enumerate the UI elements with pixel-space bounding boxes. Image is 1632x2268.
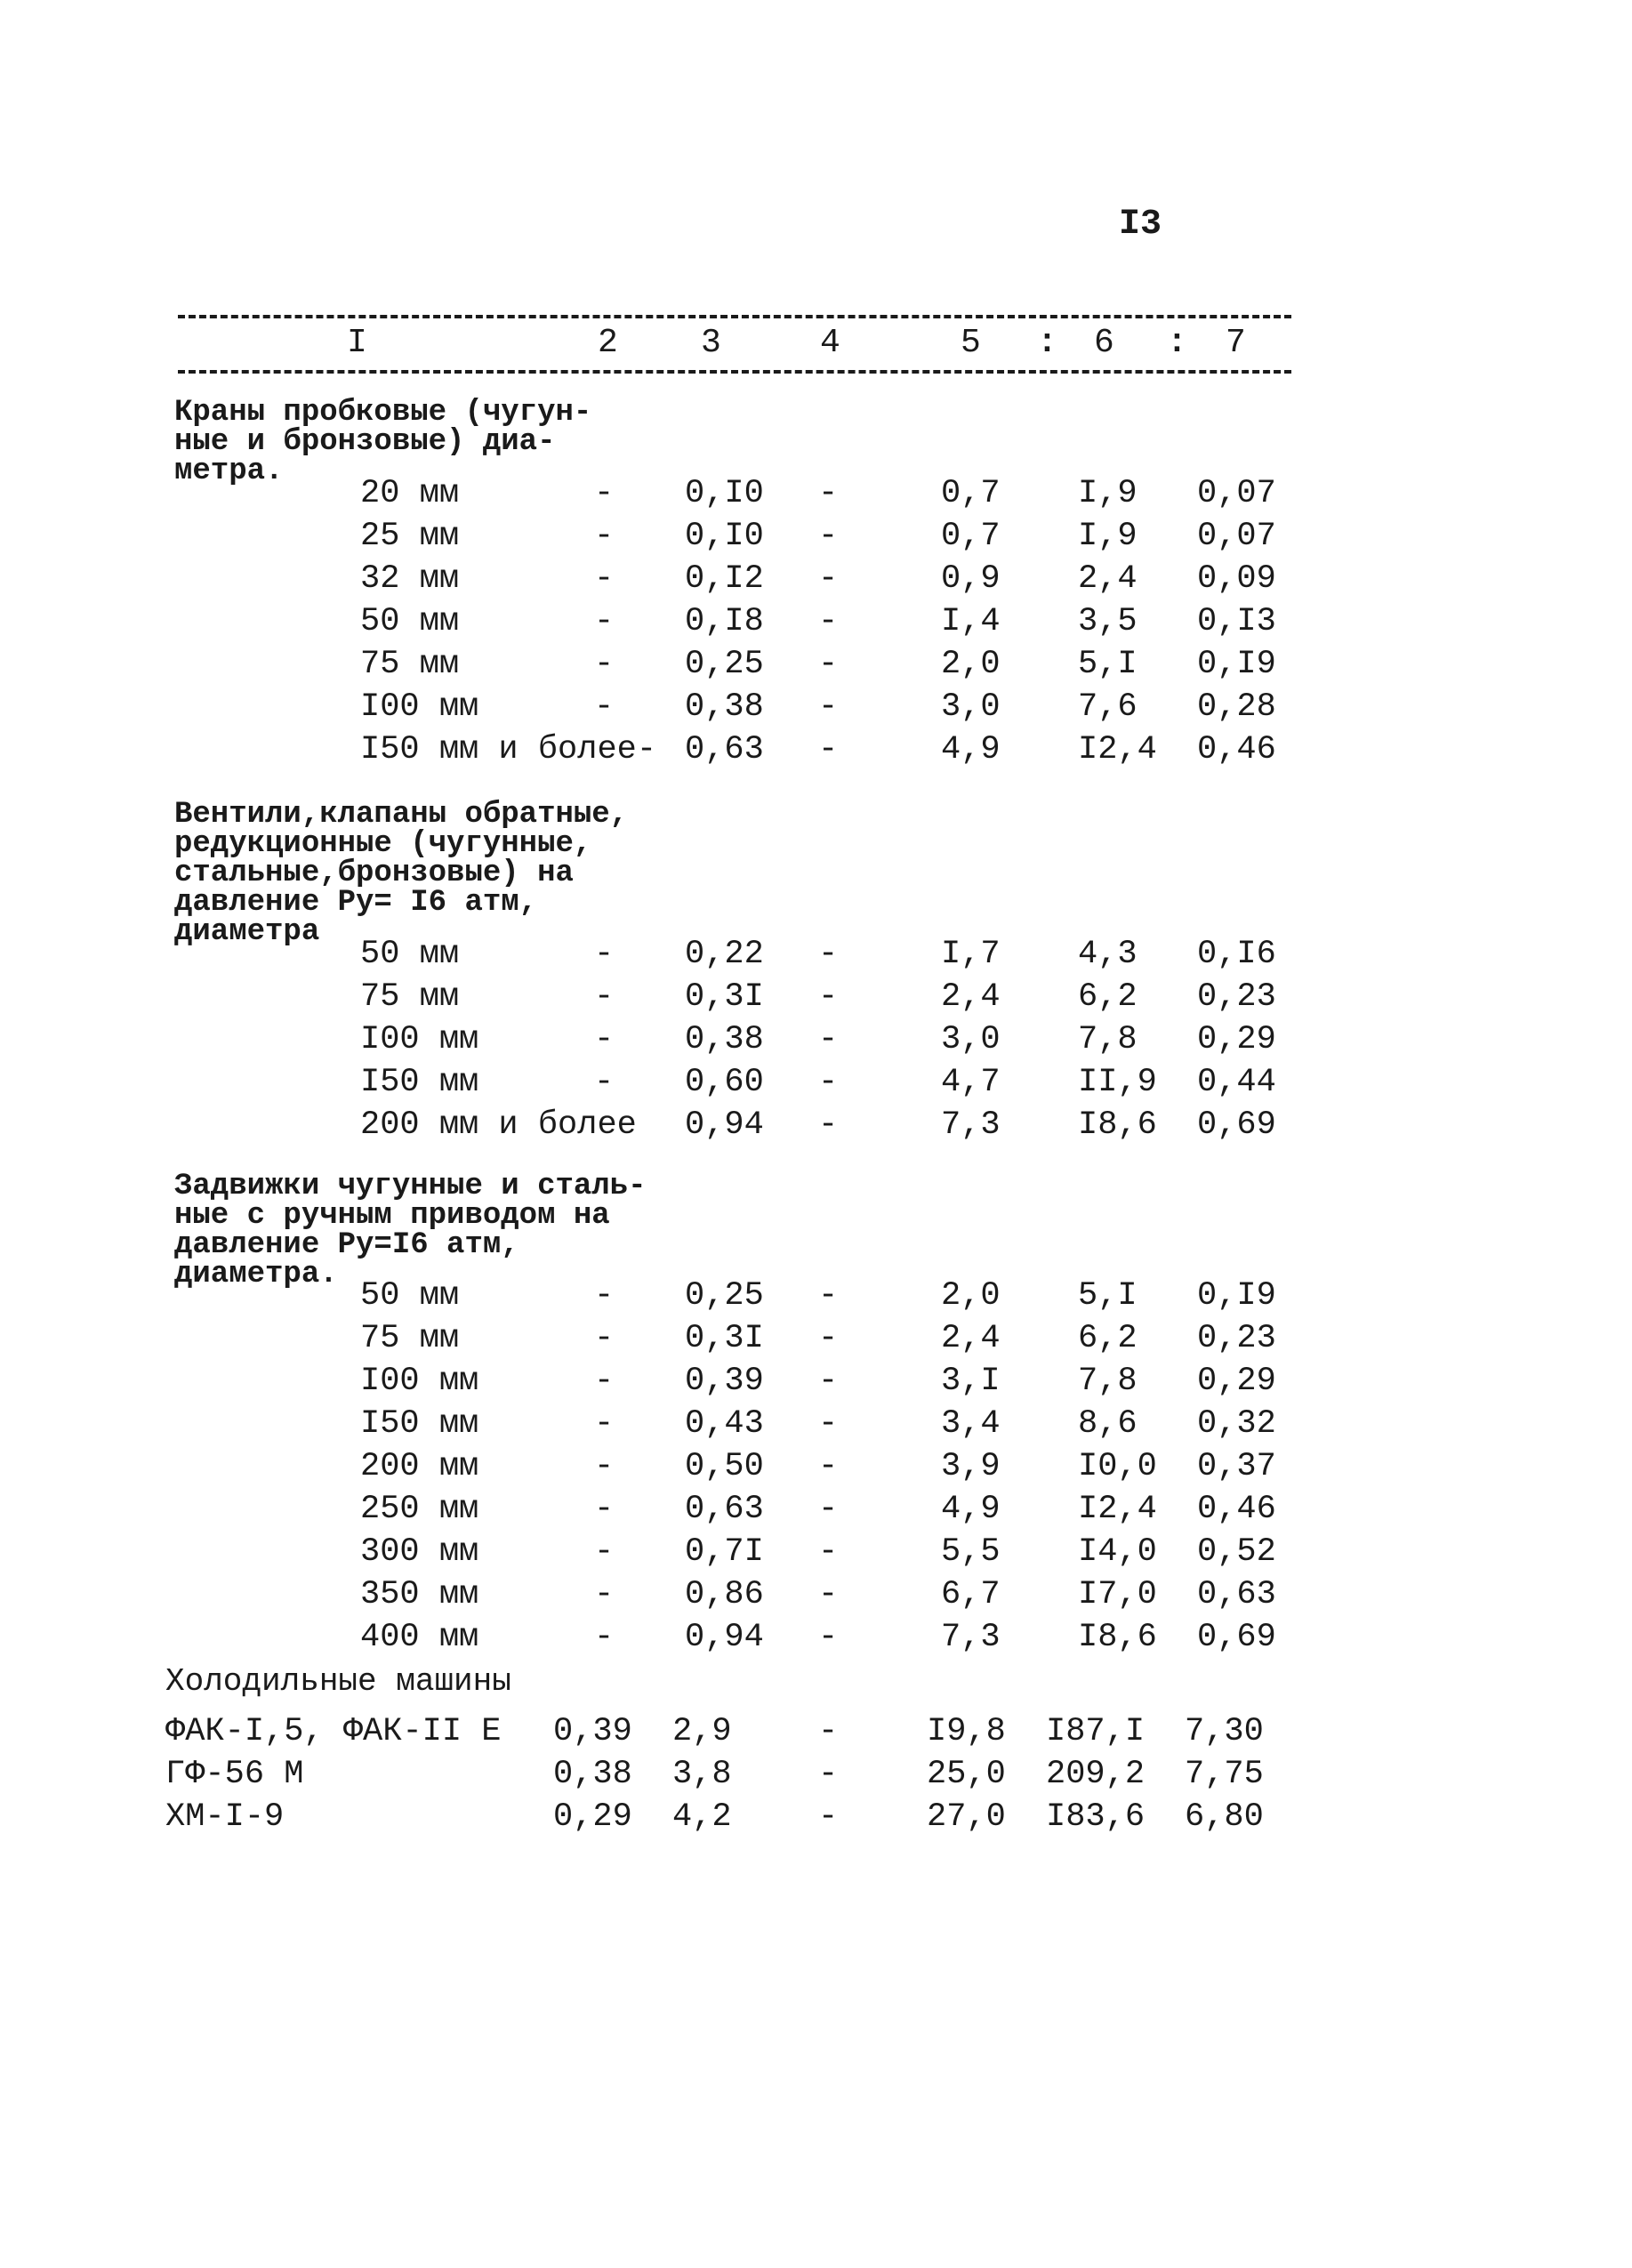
table-row xyxy=(0,518,1632,560)
row-label: ХМ-I-9 xyxy=(165,1798,285,1836)
cell-col-6: 7,6 xyxy=(1078,688,1138,726)
table-row xyxy=(0,560,1632,603)
col-header-4: 4 xyxy=(820,324,840,362)
cell-col-7: 0,32 xyxy=(1197,1405,1276,1443)
cell-col-2: - xyxy=(594,1576,615,1613)
cell-col-4: - xyxy=(818,936,839,973)
cell-col-7: 0,63 xyxy=(1197,1576,1276,1613)
cell-col-3: 0,7I xyxy=(685,1533,764,1571)
row-label: I00 мм xyxy=(360,1021,479,1058)
cell-col-6: I4,0 xyxy=(1078,1533,1157,1571)
cell-col-3: 0,I8 xyxy=(685,603,764,640)
cell-col-7: 0,44 xyxy=(1197,1064,1276,1101)
cell-col-2: - xyxy=(594,560,615,598)
table-row xyxy=(0,1756,1632,1798)
cell-col-7: 0,52 xyxy=(1197,1533,1276,1571)
cell-col-3: 2,9 xyxy=(672,1713,732,1750)
table-row xyxy=(0,1713,1632,1756)
cell-col-2: - xyxy=(594,936,615,973)
cell-col-3: 0,3I xyxy=(685,978,764,1016)
cell-col-7: 7,30 xyxy=(1185,1713,1264,1750)
cell-col-7: 7,75 xyxy=(1185,1756,1264,1793)
row-label: I00 мм xyxy=(360,1363,479,1400)
cell-col-7: 0,69 xyxy=(1197,1619,1276,1656)
cell-col-7: 0,I3 xyxy=(1197,603,1276,640)
cell-col-6: 3,5 xyxy=(1078,603,1138,640)
cell-col-7: 0,37 xyxy=(1197,1448,1276,1485)
cell-col-4: - xyxy=(818,1320,839,1357)
header-rule-bottom xyxy=(178,370,1291,374)
cell-col-7: 6,80 xyxy=(1185,1798,1264,1836)
cell-col-2: - xyxy=(594,1320,615,1357)
cell-col-4: - xyxy=(818,646,839,683)
col-separator: : xyxy=(1037,324,1057,362)
cell-col-2: - xyxy=(594,1619,615,1656)
cell-col-5: 25,0 xyxy=(927,1756,1006,1793)
col-header-6: 6 xyxy=(1094,324,1114,362)
table-row xyxy=(0,1405,1632,1448)
cell-col-5: 5,5 xyxy=(941,1533,1001,1571)
cell-col-5: 3,0 xyxy=(941,688,1001,726)
cell-col-2: 0,29 xyxy=(553,1798,632,1836)
row-label: I50 мм и более- xyxy=(360,731,657,768)
cell-col-2: - xyxy=(594,603,615,640)
section-title-line: ные и бронзовые) диа- xyxy=(174,425,556,459)
cell-col-7: 0,28 xyxy=(1197,688,1276,726)
cell-col-5: 4,7 xyxy=(941,1064,1001,1101)
table-row xyxy=(0,1320,1632,1363)
table-row xyxy=(0,1619,1632,1661)
cell-col-7: 0,07 xyxy=(1197,518,1276,555)
row-label: ГФ-56 М xyxy=(165,1756,304,1793)
cell-col-5: 3,I xyxy=(941,1363,1001,1400)
section-title-gate-valves xyxy=(174,1172,647,1290)
cell-col-5: 27,0 xyxy=(927,1798,1006,1836)
cell-col-6: 7,8 xyxy=(1078,1363,1138,1400)
cell-col-5: 2,4 xyxy=(941,1320,1001,1357)
cell-col-6: 6,2 xyxy=(1078,1320,1138,1357)
cell-col-4: - xyxy=(818,603,839,640)
row-label: 25 мм xyxy=(360,518,460,555)
cell-col-6: I87,I xyxy=(1046,1713,1146,1750)
cell-col-2: - xyxy=(594,1021,615,1058)
col-header-1: I xyxy=(347,324,367,362)
cell-col-6: I83,6 xyxy=(1046,1798,1146,1836)
cell-col-2: - xyxy=(594,475,615,512)
cell-col-3: 0,I2 xyxy=(685,560,764,598)
cell-col-7: 0,46 xyxy=(1197,1491,1276,1528)
cell-col-4: - xyxy=(818,1277,839,1315)
cell-col-5: 2,0 xyxy=(941,1277,1001,1315)
table-row xyxy=(0,603,1632,646)
page-number: I3 xyxy=(1119,205,1162,245)
cell-col-4: - xyxy=(818,1491,839,1528)
table-row xyxy=(0,1448,1632,1491)
cell-col-6: 209,2 xyxy=(1046,1756,1146,1793)
cell-col-6: I8,6 xyxy=(1078,1619,1157,1656)
table-row xyxy=(0,731,1632,774)
cell-col-4: - xyxy=(818,1533,839,1571)
col-header-5: 5 xyxy=(961,324,981,362)
row-label: 50 мм xyxy=(360,936,460,973)
cell-col-6: I2,4 xyxy=(1078,1491,1157,1528)
cell-col-2: - xyxy=(594,1363,615,1400)
section-title-refrigeration-machines: Холодильные машины xyxy=(165,1663,511,1700)
cell-col-6: 8,6 xyxy=(1078,1405,1138,1443)
cell-col-4: - xyxy=(818,518,839,555)
cell-col-6: 2,4 xyxy=(1078,560,1138,598)
cell-col-3: 4,2 xyxy=(672,1798,732,1836)
cell-col-6: 5,I xyxy=(1078,646,1138,683)
section-title-valves xyxy=(174,800,628,947)
cell-col-7: 0,29 xyxy=(1197,1363,1276,1400)
row-label: 75 мм xyxy=(360,646,460,683)
section-title-line: редукционные (чугунные, xyxy=(174,827,592,861)
cell-col-2: - xyxy=(594,1064,615,1101)
cell-col-5: I,7 xyxy=(941,936,1001,973)
table-row xyxy=(0,1021,1632,1064)
cell-col-2: - xyxy=(594,688,615,726)
cell-col-2: - xyxy=(594,1277,615,1315)
cell-col-5: 2,4 xyxy=(941,978,1001,1016)
cell-col-5: I9,8 xyxy=(927,1713,1006,1750)
cell-col-3: 0,94 xyxy=(685,1619,764,1656)
cell-col-3: 0,I0 xyxy=(685,475,764,512)
cell-col-3: 0,3I xyxy=(685,1320,764,1357)
cell-col-4: - xyxy=(818,1021,839,1058)
cell-col-4: - xyxy=(818,1619,839,1656)
cell-col-2: - xyxy=(594,1491,615,1528)
cell-col-4: - xyxy=(818,1363,839,1400)
cell-col-7: 0,I9 xyxy=(1197,1277,1276,1315)
table-row xyxy=(0,1576,1632,1619)
cell-col-7: 0,09 xyxy=(1197,560,1276,598)
section-title-line: стальные,бронзовые) на xyxy=(174,857,574,890)
section-title-line: давление Pу= I6 атм, xyxy=(174,886,538,920)
cell-col-7: 0,07 xyxy=(1197,475,1276,512)
col-header-3: 3 xyxy=(701,324,721,362)
row-label: I50 мм xyxy=(360,1405,479,1443)
cell-col-6: I,9 xyxy=(1078,475,1138,512)
cell-col-7: 0,46 xyxy=(1197,731,1276,768)
cell-col-7: 0,I9 xyxy=(1197,646,1276,683)
row-label: 50 мм xyxy=(360,1277,460,1315)
cell-col-3: 0,50 xyxy=(685,1448,764,1485)
cell-col-4: - xyxy=(818,978,839,1016)
cell-col-6: 5,I xyxy=(1078,1277,1138,1315)
cell-col-5: I,4 xyxy=(941,603,1001,640)
section-title-line: метра. xyxy=(174,454,284,488)
cell-col-5: 0,7 xyxy=(941,518,1001,555)
cell-col-4: - xyxy=(818,560,839,598)
row-label: 75 мм xyxy=(360,978,460,1016)
cell-col-4: - xyxy=(818,1798,839,1836)
row-label: 75 мм xyxy=(360,1320,460,1357)
row-label: 32 мм xyxy=(360,560,460,598)
section-title-line: ные с ручным приводом на xyxy=(174,1199,610,1233)
cell-col-2: 0,39 xyxy=(553,1713,632,1750)
cell-col-6: I0,0 xyxy=(1078,1448,1157,1485)
cell-col-6: II,9 xyxy=(1078,1064,1157,1101)
cell-col-4: - xyxy=(818,1064,839,1101)
section-title-line: диаметра xyxy=(174,915,320,949)
section-title-line: Краны пробковые (чугун- xyxy=(174,396,592,430)
section-title-line: давление Pу=I6 атм, xyxy=(174,1228,519,1262)
cell-col-5: 7,3 xyxy=(941,1106,1001,1144)
table-row xyxy=(0,1798,1632,1841)
cell-col-4: - xyxy=(818,731,839,768)
cell-col-3: 0,86 xyxy=(685,1576,764,1613)
cell-col-5: 0,9 xyxy=(941,560,1001,598)
cell-col-3: 0,60 xyxy=(685,1064,764,1101)
cell-col-2: - xyxy=(594,978,615,1016)
table-row xyxy=(0,688,1632,731)
table-row xyxy=(0,1363,1632,1405)
cell-col-3: 0,38 xyxy=(685,1021,764,1058)
row-label: 250 мм xyxy=(360,1491,479,1528)
cell-col-2: - xyxy=(594,1533,615,1571)
cell-col-3: 0,39 xyxy=(685,1363,764,1400)
cell-col-2: - xyxy=(594,518,615,555)
section-title-plug-valves xyxy=(174,398,591,487)
row-label: 300 мм xyxy=(360,1533,479,1571)
cell-col-4: - xyxy=(818,1713,839,1750)
cell-col-6: I2,4 xyxy=(1078,731,1157,768)
col-header-2: 2 xyxy=(598,324,618,362)
cell-col-6: 4,3 xyxy=(1078,936,1138,973)
column-header xyxy=(178,310,1291,386)
row-label: 50 мм xyxy=(360,603,460,640)
cell-col-5: 3,0 xyxy=(941,1021,1001,1058)
table-row xyxy=(0,1277,1632,1320)
table-row xyxy=(0,978,1632,1021)
row-label: I50 мм xyxy=(360,1064,479,1101)
cell-col-5: 2,0 xyxy=(941,646,1001,683)
cell-col-3: 0,22 xyxy=(685,936,764,973)
row-label: 200 мм xyxy=(360,1448,479,1485)
cell-col-6: 7,8 xyxy=(1078,1021,1138,1058)
cell-col-4: - xyxy=(818,1448,839,1485)
cell-col-4: - xyxy=(818,1576,839,1613)
cell-col-4: - xyxy=(818,688,839,726)
cell-col-7: 0,I6 xyxy=(1197,936,1276,973)
cell-col-4: - xyxy=(818,1756,839,1793)
cell-col-6: I8,6 xyxy=(1078,1106,1157,1144)
cell-col-3: 0,38 xyxy=(685,688,764,726)
cell-col-7: 0,29 xyxy=(1197,1021,1276,1058)
row-label: ФАК-I,5, ФАК-II Е xyxy=(165,1713,502,1750)
cell-col-2: 0,38 xyxy=(553,1756,632,1793)
table-row xyxy=(0,475,1632,518)
cell-col-3: 0,94 xyxy=(685,1106,764,1144)
table-row xyxy=(0,1106,1632,1149)
cell-col-2: - xyxy=(594,1405,615,1443)
cell-col-5: 3,4 xyxy=(941,1405,1001,1443)
cell-col-3: 0,I0 xyxy=(685,518,764,555)
section-title-line: Вентили,клапаны обратные, xyxy=(174,798,629,832)
cell-col-3: 0,63 xyxy=(685,1491,764,1528)
cell-col-6: I7,0 xyxy=(1078,1576,1157,1613)
cell-col-5: 6,7 xyxy=(941,1576,1001,1613)
cell-col-4: - xyxy=(818,1106,839,1144)
header-rule-top xyxy=(178,315,1291,318)
cell-col-7: 0,23 xyxy=(1197,1320,1276,1357)
cell-col-3: 0,43 xyxy=(685,1405,764,1443)
cell-col-3: 0,63 xyxy=(685,731,764,768)
table-row xyxy=(0,1064,1632,1106)
table-row xyxy=(0,1533,1632,1576)
cell-col-7: 0,69 xyxy=(1197,1106,1276,1144)
section-title-line: Задвижки чугунные и сталь- xyxy=(174,1170,647,1203)
cell-col-5: 4,9 xyxy=(941,1491,1001,1528)
row-label: I00 мм xyxy=(360,688,479,726)
row-label: 400 мм xyxy=(360,1619,479,1656)
table-row xyxy=(0,646,1632,688)
cell-col-3: 0,25 xyxy=(685,1277,764,1315)
cell-col-2: - xyxy=(594,646,615,683)
cell-col-4: - xyxy=(818,475,839,512)
row-label: 200 мм и более xyxy=(360,1106,637,1144)
col-header-7: 7 xyxy=(1226,324,1246,362)
row-label: 350 мм xyxy=(360,1576,479,1613)
section-title-line: диаметра. xyxy=(174,1258,338,1291)
cell-col-5: 3,9 xyxy=(941,1448,1001,1485)
cell-col-5: 4,9 xyxy=(941,731,1001,768)
cell-col-3: 0,25 xyxy=(685,646,764,683)
cell-col-3: 3,8 xyxy=(672,1756,732,1793)
cell-col-2: - xyxy=(594,1448,615,1485)
cell-col-6: I,9 xyxy=(1078,518,1138,555)
cell-col-5: 7,3 xyxy=(941,1619,1001,1656)
cell-col-5: 0,7 xyxy=(941,475,1001,512)
table-row xyxy=(0,936,1632,978)
cell-col-6: 6,2 xyxy=(1078,978,1138,1016)
cell-col-4: - xyxy=(818,1405,839,1443)
table-row xyxy=(0,1491,1632,1533)
cell-col-7: 0,23 xyxy=(1197,978,1276,1016)
row-label: 20 мм xyxy=(360,475,460,512)
col-separator: : xyxy=(1167,324,1187,362)
